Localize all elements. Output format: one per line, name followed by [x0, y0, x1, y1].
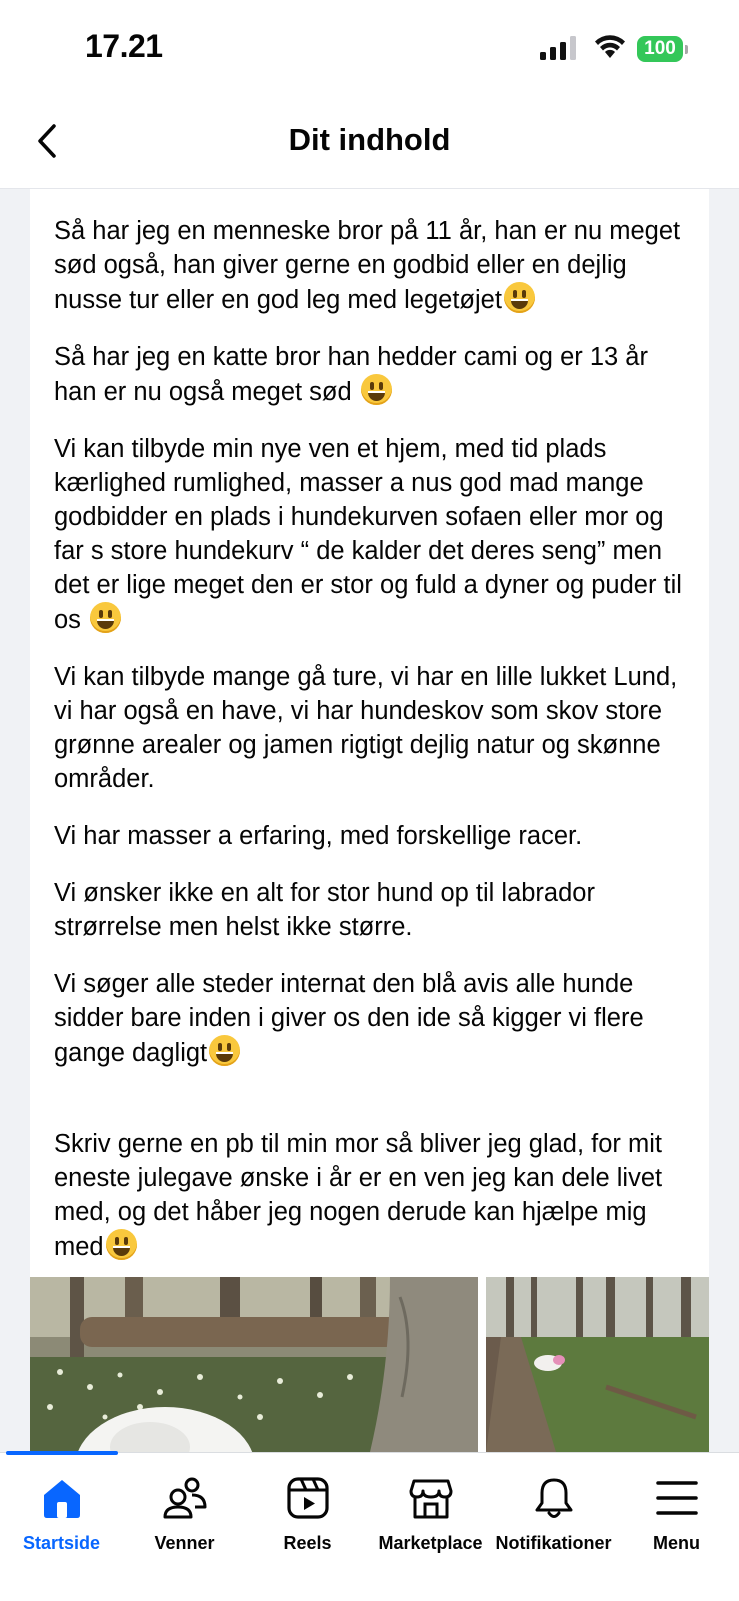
tab-notifikationer[interactable] — [492, 1463, 615, 1573]
tab-label: Reels — [283, 1533, 332, 1553]
post-paragraph: Vi ønsker ikke en alt for stor hund op til labrador strørrelse men helst ikke større. — [54, 879, 595, 941]
tab-reels[interactable] — [246, 1463, 369, 1573]
grinning-emoji-icon — [90, 602, 121, 633]
grinning-emoji-icon — [504, 282, 535, 313]
bell-icon — [531, 1475, 577, 1521]
post-paragraph: Vi kan tilbyde mange gå ture, vi har en lille lukket Lund, vi har også en have, vi har hundeskov som skov store grønne arealer og jamen rigtigt dejlig natur og skønne områder. — [54, 663, 678, 793]
post-paragraph: Vi søger alle steder internat den blå avis alle hunde sidder bare inden i giver os den ide så kigger vi flere gange dagligt — [54, 970, 644, 1067]
grinning-emoji-icon — [106, 1229, 137, 1260]
post-paragraph: Så har jeg en menneske bror på 11 år, han er nu meget sød også, han giver gerne en godbid eller en dejlig nusse tur eller en god leg med legetøjet — [54, 217, 681, 314]
tab-label: Notifikationer — [495, 1533, 612, 1553]
menu-icon — [654, 1475, 700, 1521]
post-photo-forest-dog[interactable] — [30, 1277, 478, 1452]
active-tab-indicator — [6, 1451, 118, 1455]
tab-label: Startside — [22, 1533, 101, 1553]
tab-label: Marketplace — [378, 1533, 483, 1553]
tab-label: Venner — [154, 1533, 215, 1553]
tab-marketplace[interactable] — [369, 1463, 492, 1573]
battery-level: 100 — [637, 36, 683, 62]
page-title: Dit indhold — [288, 122, 451, 157]
post-paragraph: Vi har masser a erfaring, med forskellige racer. — [54, 822, 583, 850]
post-paragraph: Vi kan tilbyde min nye ven et hjem, med tid plads kærlighed rumlighed, masser a nus god mad mange godbidder en plads i hundekurven sofaen eller mor og far s store hundekurv “ de kalder det deres seng” men det er lige meget den er stor og fuld a dyner og puder til os — [54, 435, 682, 634]
status-time: 17.21 — [85, 28, 163, 64]
home-icon — [39, 1475, 85, 1521]
tab-venner[interactable] — [123, 1463, 246, 1573]
post-card — [30, 189, 709, 1452]
post-text — [54, 214, 694, 1287]
tab-menu[interactable] — [615, 1463, 738, 1573]
post-photo-forest-path[interactable] — [486, 1277, 709, 1452]
content-scroll[interactable] — [0, 189, 739, 1452]
grinning-emoji-icon — [209, 1035, 240, 1066]
wifi-icon — [593, 34, 627, 60]
marketplace-icon — [408, 1475, 454, 1521]
grinning-emoji-icon — [361, 374, 392, 405]
signal-icon — [540, 36, 578, 60]
tab-startside[interactable] — [0, 1463, 123, 1573]
tab-label: Menu — [653, 1533, 700, 1553]
bottom-tab-bar — [0, 1452, 739, 1601]
post-paragraph: Skriv gerne en pb til min mor så bliver jeg glad, for mit eneste julegave ønske i år er en ven jeg kan dele livet med, og det håber jeg nogen derude kan hjælpe mig med — [54, 1130, 663, 1261]
post-paragraph: Så har jeg en katte bror han hedder cami og er 13 år han er nu også meget sød — [54, 343, 648, 406]
friends-icon — [162, 1475, 208, 1521]
header — [0, 100, 739, 189]
status-bar — [0, 0, 739, 100]
battery-icon — [637, 36, 689, 62]
reels-icon — [285, 1475, 331, 1521]
